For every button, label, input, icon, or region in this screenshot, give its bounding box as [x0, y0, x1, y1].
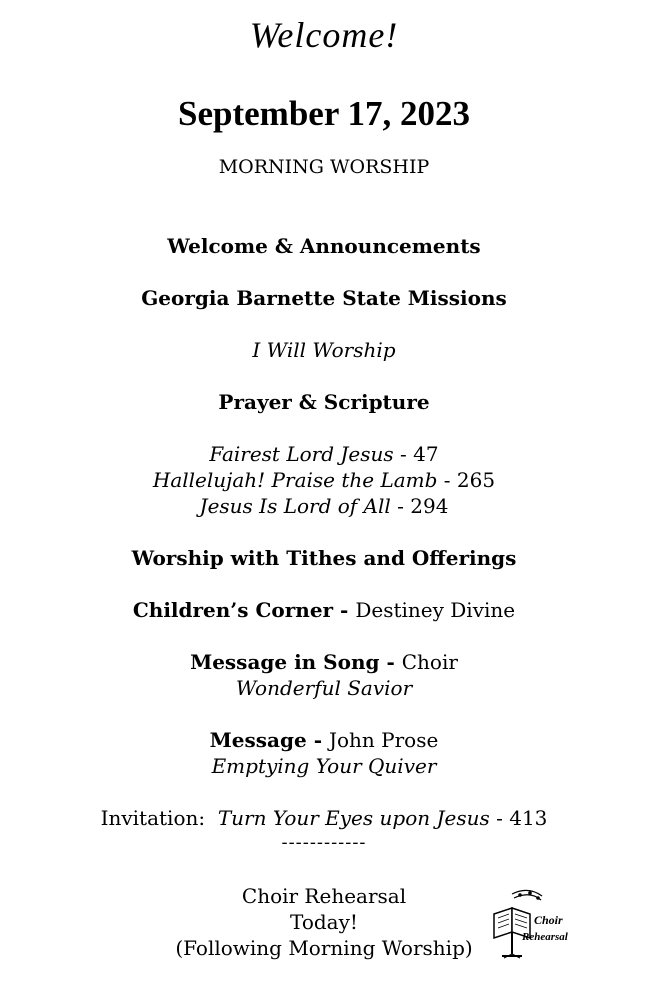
message-title: Emptying Your Quiver: [211, 754, 437, 778]
hymn-3: [0, 494, 648, 518]
rehearsal-line-2: Today!: [290, 910, 358, 934]
hymn-sep: -: [390, 494, 411, 518]
childrens-corner-person: Destiney Divine: [355, 598, 516, 622]
hymn-1: [0, 442, 648, 466]
message: [0, 728, 648, 752]
logo-text-2: Rehearsal: [522, 931, 568, 943]
message-song-title: Wonderful Savior: [235, 676, 413, 700]
choir-rehearsal-icon: [490, 888, 582, 960]
hymn-number: 265: [456, 468, 496, 492]
hymn-number: 47: [413, 442, 439, 466]
service-date: September 17, 2023: [178, 94, 470, 133]
invitation-song: Turn Your Eyes upon Jesus: [217, 806, 490, 830]
logo-text-1: Choir: [534, 913, 563, 927]
hymn-sep: -: [437, 468, 457, 492]
message-sep: -: [306, 728, 329, 752]
childrens-corner-sep: -: [333, 598, 356, 622]
prayer-scripture: Prayer & Scripture: [218, 390, 430, 414]
rehearsal-line-3: (Following Morning Worship): [175, 936, 473, 960]
message-person: John Prose: [328, 728, 439, 752]
hymn-sep: -: [393, 442, 414, 466]
childrens-corner-label: Children’s Corner: [132, 598, 334, 622]
invitation-number: 413: [509, 806, 548, 830]
state-missions: Georgia Barnette State Missions: [141, 286, 507, 310]
hymn-title: Jesus Is Lord of All: [199, 494, 391, 518]
childrens-corner: [0, 598, 648, 622]
divider: ------------: [281, 832, 367, 853]
hymn-title: Fairest Lord Jesus: [209, 442, 394, 466]
message-in-song-sep: -: [379, 650, 402, 674]
tithes-offerings: Worship with Tithes and Offerings: [131, 546, 517, 570]
welcome-announcements: Welcome & Announcements: [167, 234, 481, 258]
song-i-will-worship: I Will Worship: [252, 338, 396, 362]
message-in-song-person: Choir: [401, 650, 458, 674]
hymn-2: [0, 468, 648, 492]
welcome-heading: Welcome!: [249, 15, 399, 55]
invitation: [0, 806, 648, 830]
rehearsal-line-1: Choir Rehearsal: [241, 884, 407, 908]
invitation-sep: -: [489, 806, 510, 830]
message-label: Message: [209, 728, 307, 752]
message-in-song: [0, 650, 648, 674]
invitation-label: Invitation:: [100, 806, 218, 830]
message-in-song-label: Message in Song: [190, 650, 380, 674]
hymn-title: Hallelujah! Praise the Lamb: [152, 468, 438, 492]
hymn-number: 294: [410, 494, 449, 518]
service-name: MORNING WORSHIP: [218, 156, 430, 178]
